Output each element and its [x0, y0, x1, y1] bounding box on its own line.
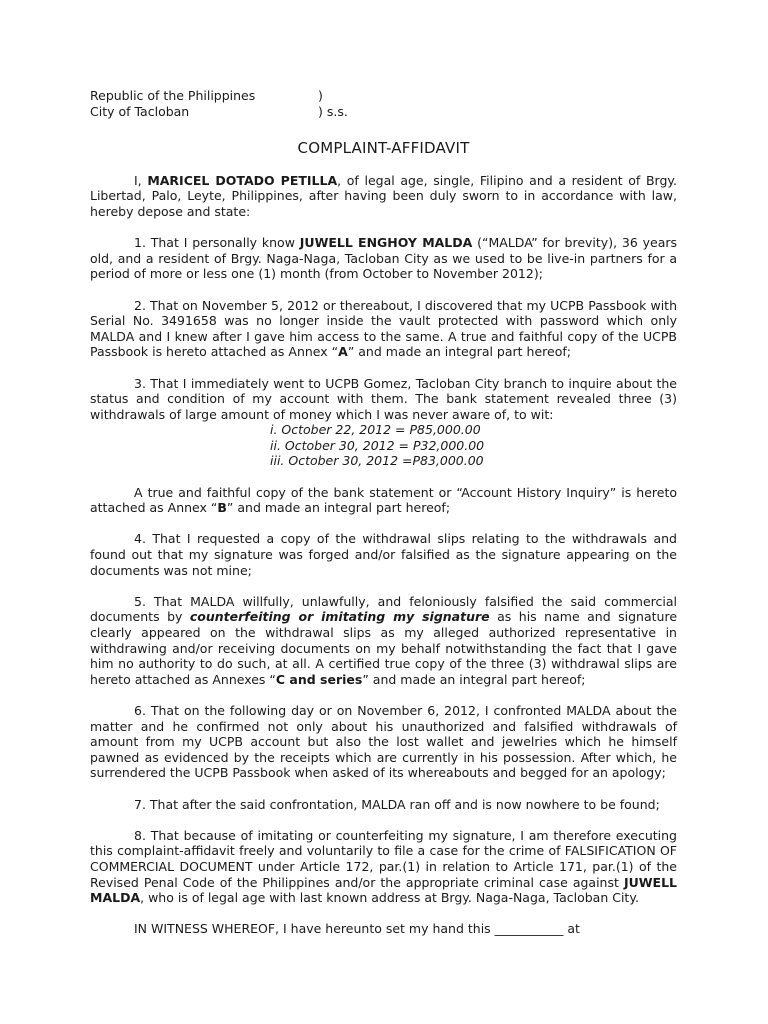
paragraph-6: 6. That on the following day or on November 6, 2012, I confronted MALDA about the matter and he confirmed not only about his unauthorized and falsified withdrawals of amount from my UCPB account but also the lost wallet and jewelries which he himself pawned as evidenced by the receipts which are currently in his possession. After which, he surrendered the UCPB Passbook when asked of its whereabouts and begged for an apology;: [90, 702, 677, 781]
p1-text-2: (“MALDA” for brevity), 36 years old, and a resident of Brgy. Naga-Naga, Tacloban City as we used to be live-in partners for a period of more or less one (1) month (from October to November 2012);: [90, 235, 678, 282]
p5-text-1: 5. That MALDA willfully, unlawfully, and feloniously falsified the said commercial documents by: [90, 593, 677, 625]
p1-text-1: 1. That I personally know: [134, 235, 300, 251]
document-title: COMPLAINT-AFFIDAVIT: [297, 139, 470, 158]
withdrawal-item-2: ii. October 30, 2012 = P32,000.00: [270, 437, 485, 453]
withdrawal-list: [270, 422, 677, 469]
venue-country-bracket: ): [318, 88, 323, 103]
paragraph-1: [90, 235, 677, 282]
p3b-text-1: A true and faithful copy of the bank statement or “Account History Inquiry” is hereto attached as Annex “: [90, 484, 677, 516]
annex-b-label: B: [217, 500, 227, 516]
respondent-full-name: JUWELL ENGHOY MALDA: [299, 235, 473, 251]
venue-block: [90, 88, 677, 119]
paragraph-5: [90, 594, 677, 688]
venue-city-bracket: ) s.s.: [318, 103, 348, 119]
intro-text-1: I,: [134, 172, 148, 188]
affidavit-page: [90, 88, 677, 952]
p8-text-1: 8. That because of imitating or counterfeiting my signature, I am therefore executing this complaint-affidavit freely and voluntarily to file a case for the crime of FALSIFICATION OF COMMERCIAL DOCUMENT under Article 172, par.(1) in relation to Article 171, par.(1) of the Revised Penal Code of the Philippines and/or the appropriate criminal case against: [90, 827, 677, 890]
affiant-name: MARICEL DOTADO PETILLA: [147, 172, 338, 188]
intro-text-2: , of legal age, single, Filipino and a resident of Brgy. Libertad, Palo, Leyte, Philippines, after having been duly sworn to in accordance with law, hereby depose and state:: [90, 172, 677, 219]
paragraph-7: 7. That after the said confrontation, MALDA ran off and is now nowhere to be found;: [134, 796, 660, 812]
p8-text-2: , who is of legal age with last known address at Brgy. Naga-Naga, Tacloban City.: [140, 890, 639, 906]
p3b-text-2: ” and made an integral part hereof;: [226, 500, 451, 516]
withdrawal-item-1: i. October 22, 2012 = P85,000.00: [270, 422, 481, 438]
venue-country: Republic of the Philippines: [90, 88, 256, 103]
paragraph-8: [90, 828, 677, 906]
paragraph-3: 3. That I immediately went to UCPB Gomez, Tacloban City branch to inquire about the status and condition of my account with them. The bank statement revealed three (3) withdrawals of large amount of money which I was never aware of, to wit:: [90, 375, 677, 422]
withdrawal-item-3: iii. October 30, 2012 =P83,000.00: [270, 453, 484, 469]
intro-paragraph: [90, 173, 677, 220]
closing-paragraph: IN WITNESS WHEREOF, I have hereunto set my hand this ___________ at: [134, 921, 580, 937]
venue-city: City of Tacloban: [90, 103, 190, 119]
p5-emphasis: counterfeiting or imitating my signature: [189, 609, 490, 625]
p5-text-2: as his name and signature clearly appeared on the withdrawal slips as my alleged authorized representative in withdrawing and/or receiving documents on my behalf notwithstanding the fact that I gave him no authority to do such, at all. A certified true copy of the three (3) withdrawal slips are hereto attached as Annexes “: [90, 609, 678, 687]
p2-text-1: 2. That on November 5, 2012 or thereabout, I discovered that my UCPB Passbook with Serial No. 3491658 was no longer inside the vault protected with password which only MALDA and I knew after I gave him access to the same. A true and faithful copy of the UCPB Passbook is hereto attached as Annex “: [90, 297, 677, 360]
annex-c-label: C and series: [275, 671, 363, 687]
annex-a-label: A: [338, 344, 348, 360]
respondent-name: JUWELL MALDA: [90, 874, 677, 906]
p2-text-2: ” and made an integral part hereof;: [347, 344, 571, 360]
paragraph-3b: [90, 485, 677, 516]
p5-text-3: ” and made an integral part hereof;: [362, 671, 586, 687]
paragraph-4: 4. That I requested a copy of the withdrawal slips relating to the withdrawals and found out that my signature was forged and/or falsified as the signature appearing on the documents was not mine;: [90, 531, 677, 578]
paragraph-2: [90, 298, 677, 360]
